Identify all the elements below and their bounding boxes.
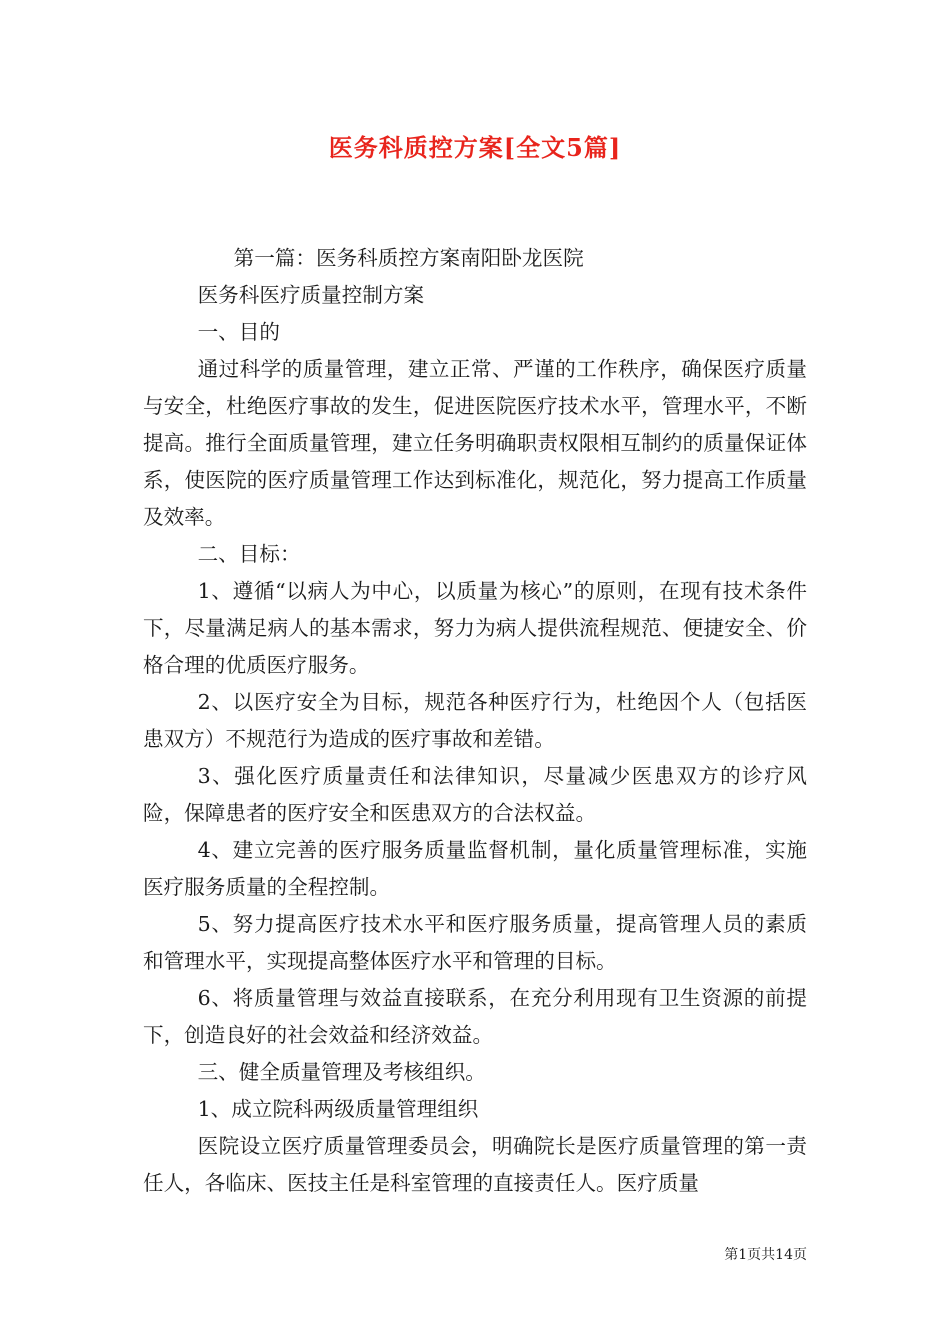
paragraph: 二、目标：: [197, 542, 301, 566]
plan-heading: 医务科医疗质量控制方案: [197, 283, 425, 307]
paragraph: 1、成立院科两级质量管理组织: [197, 1097, 479, 1121]
page-number: 第1页共14页: [724, 1247, 807, 1263]
document-body: [143, 240, 807, 1202]
paragraph: 医院设立医疗质量管理委员会，明确院长是医疗质量管理的第一责任人，各临床、医技主任是科室管理的直接责任人。医疗质量: [143, 1134, 807, 1195]
paragraph: 2、以医疗安全为目标，规范各种医疗行为，杜绝因个人（包括医患双方）不规范行为造成的医疗事故和差错。: [143, 690, 807, 751]
paragraph: 3、强化医疗质量责任和法律知识，尽量减少医患双方的诊疗风险，保障患者的医疗安全和医患双方的合法权益。: [143, 764, 807, 825]
paragraph: 5、努力提高医疗技术水平和医疗服务质量，提高管理人员的素质和管理水平，实现提高整体医疗水平和管理的目标。: [143, 912, 807, 973]
paragraph: 三、健全质量管理及考核组织。: [197, 1060, 486, 1084]
document-title: 医务科质控方案[全文5篇]: [328, 133, 622, 162]
paragraph: 6、将质量管理与效益直接联系，在充分利用现有卫生资源的前提下，创造良好的社会效益和经济效益。: [143, 986, 807, 1047]
paragraph: 通过科学的质量管理，建立正常、严谨的工作秩序，确保医疗质量与安全，杜绝医疗事故的发生，促进医院医疗技术水平，管理水平，不断提高。推行全面质量管理，建立任务明确职责权限相互制约的质量保证体系，使医院的医疗质量管理工作达到标准化，规范化，努力提高工作质量及效率。: [143, 357, 807, 529]
paragraph: 1、遵循“以病人为中心，以质量为核心”的原则，在现有技术条件下，尽量满足病人的基本需求，努力为病人提供流程规范、便捷安全、价格合理的优质医疗服务。: [143, 579, 807, 677]
paragraph: 一、目的: [197, 320, 280, 344]
section-heading: 第一篇：医务科质控方案南阳卧龙医院: [233, 246, 584, 270]
paragraph: 4、建立完善的医疗服务质量监督机制，量化质量管理标准，实施医疗服务质量的全程控制。: [143, 838, 807, 899]
